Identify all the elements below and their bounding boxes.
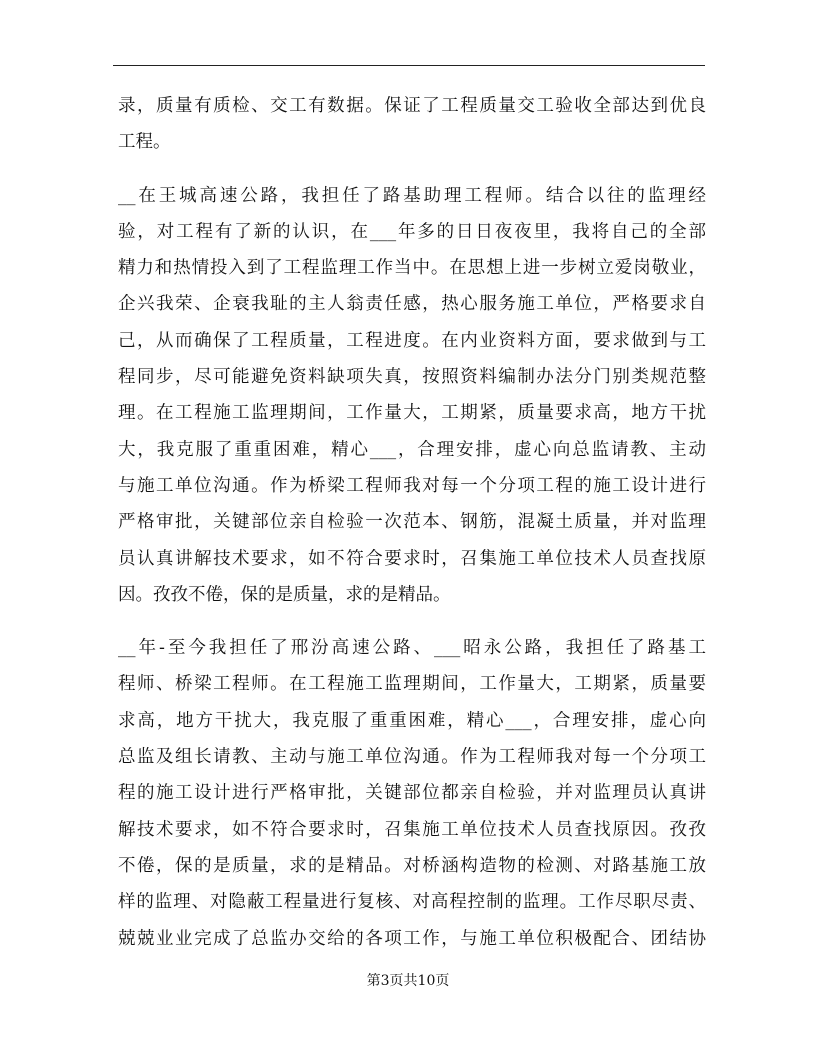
paragraph-gap <box>118 161 706 178</box>
text-line: 程师、桥梁工程师。在工程施工监理期间，工作量大，工期紧，质量要 <box>118 674 706 695</box>
text-line: 程的施工设计进行严格审批，关键部位都亲自检验，并对监理员认真讲 <box>118 783 706 804</box>
text-line: 录，质量有质检、交工有数据。保证了工程质量交工验收全部达到优良 <box>118 96 706 116</box>
text-line: 兢兢业业完成了总监办交给的各项工作，与施工单位积极配合、团结协 <box>118 928 706 949</box>
text-line: 程同步，尽可能避免资料缺项失真，按照资料编制办法分门别类规范整 <box>118 367 706 388</box>
text-line: 总监及组长请教、主动与施工单位沟通。作为工程师我对每一个分项工 <box>118 747 706 768</box>
text-line: __在王城高速公路，我担任了路基助理工程师。结合以往的监理经 <box>118 185 706 206</box>
document-body <box>118 88 706 957</box>
page-number: 第3页共10页 <box>366 973 450 989</box>
text-line: 样的监理、对隐蔽工程量进行复核、对高程控制的监理。工作尽职尽责、 <box>118 892 706 913</box>
text-line: 与施工单位沟通。作为桥梁工程师我对每一个分项工程的施工设计进行 <box>118 475 706 496</box>
text-line: 员认真讲解技术要求，如不符合要求时，召集施工单位技术人员查找原 <box>118 548 706 569</box>
text-line: 解技术要求，如不符合要求时，召集施工单位技术人员查找原因。孜孜 <box>118 819 706 840</box>
paragraph-gap <box>118 613 706 630</box>
text-line: 己，从而确保了工程质量，工程进度。在内业资料方面，要求做到与工 <box>118 330 706 351</box>
text-line: 严格审批，关键部位亲自检验一次范本、钢筋，混凝土质量，并对监理 <box>118 512 706 533</box>
text-line: 不倦，保的是质量，求的是精品。对桥涵构造物的检测、对路基施工放 <box>118 855 706 876</box>
text-line: 大，我克服了重重困难，精心___，合理安排，虚心向总监请教、主动 <box>118 439 706 460</box>
header-rule <box>113 65 705 66</box>
text-line: 精力和热情投入到了工程监理工作当中。在思想上进一步树立爱岗敬业， <box>118 258 706 279</box>
text-line: 企兴我荣、企衰我耻的主人翁责任感，热心服务施工单位，严格要求自 <box>118 294 706 315</box>
text-line: 工程。 <box>118 132 171 153</box>
text-line: 理。在工程施工监理期间，工作量大，工期紧，质量要求高，地方干扰 <box>118 403 706 424</box>
text-line: __年-至今我担任了邢汾高速公路、___昭永公路，我担任了路基工 <box>118 638 706 659</box>
text-line: 因。孜孜不倦，保的是质量，求的是精品。 <box>118 584 451 605</box>
text-line: 求高，地方干扰大，我克服了重重困难，精心___，合理安排，虚心向 <box>118 710 706 731</box>
text-line: 验，对工程有了新的认识，在___年多的日日夜夜里，我将自己的全部 <box>118 221 706 242</box>
